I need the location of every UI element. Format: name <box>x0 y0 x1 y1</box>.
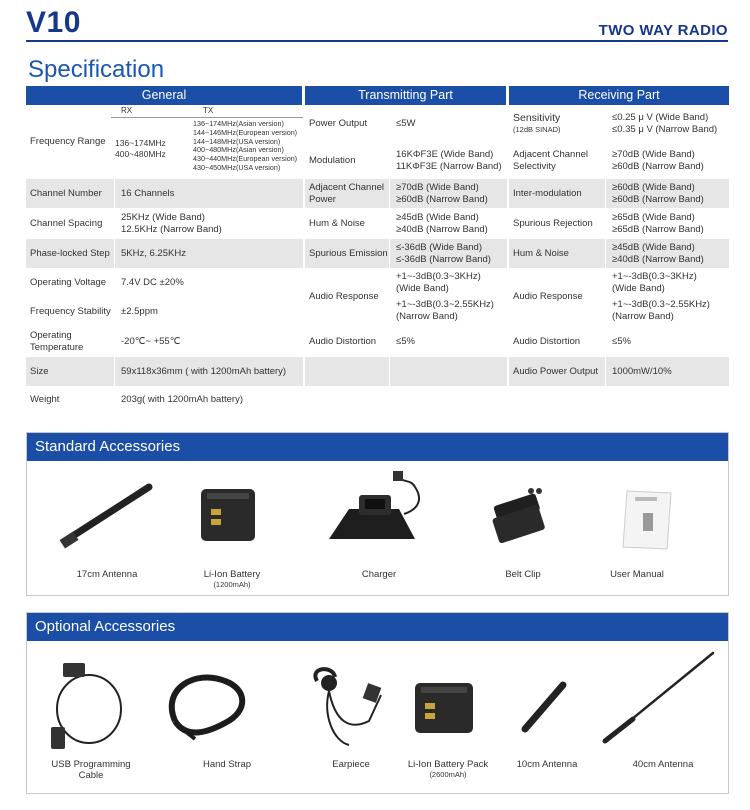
tx-empty-row-2 <box>305 386 507 414</box>
accessory-belt-clip: Belt Clip <box>505 569 541 580</box>
tx-heading: TX <box>203 106 214 115</box>
rx-audio-response-row: Audio Response +1~-3dB(0.3~3KHz) (Wide Band) +1~-3dB(0.3~2.55KHz) (Narrow Band) <box>509 268 729 326</box>
earpiece-image <box>299 661 399 751</box>
optional-accessories-heading: Optional Accessories <box>27 613 728 641</box>
phase-locked-step-row: Phase-locked Step 5KHz, 6.25KHz <box>26 239 303 268</box>
antenna-10cm-image <box>515 677 575 737</box>
charger-image <box>319 469 439 555</box>
transmitting-column <box>305 86 507 414</box>
tx-values: 136~174MHz(Asian version) 144~146MHz(European version) 144~148MHz(USA version) 400~480MHz(Asian version) 430~440MHz(European version) 430~450MHz(USA version) <box>193 119 298 172</box>
receiving-column <box>509 86 729 414</box>
general-heading: General <box>26 86 303 105</box>
rx-audio-power-output-row: Audio Power Output 1000mW/10% <box>509 357 729 386</box>
model-title: V10 <box>26 6 81 39</box>
battery-1200-image <box>193 483 263 547</box>
antenna-40cm-image <box>599 649 719 749</box>
tx-spurious-emission-row: Spurious Emission ≤-36dB (Wide Band) ≤-36dB (Narrow Band) <box>305 239 507 268</box>
accessory-li-ion-battery: Li-Ion Battery (1200mAh) <box>203 569 261 589</box>
tx-hum-noise-row: Hum & Noise ≥45dB (Wide Band) ≥40dB (Narrow Band) <box>305 208 507 239</box>
header-rule <box>26 40 728 42</box>
tx-empty-row-1 <box>305 357 507 386</box>
accessory-40cm-antenna: 40cm Antenna <box>632 759 694 770</box>
usb-cable-image <box>41 653 137 753</box>
channel-spacing-row: Channel Spacing 25KHz (Wide Band) 12.5KHz (Narrow Band) <box>26 208 303 239</box>
rx-sensitivity-row: Sensitivity (12dB SINAD) ≤0.25 μ V (Wide Band) ≤0.35 μ V (Narrow Band) <box>509 105 729 142</box>
tx-power-output-row: Power Output ≤5W <box>305 105 507 142</box>
user-manual-image <box>615 485 679 555</box>
tx-audio-response-row: Audio Response +1~-3dB(0.3~3KHz) (Wide Band) +1~-3dB(0.3~2.55KHz) (Narrow Band) <box>305 268 507 326</box>
rx-values: 136~174MHz 400~480MHz <box>115 138 166 159</box>
receiving-heading: Receiving Part <box>509 86 729 105</box>
transmitting-heading: Transmitting Part <box>305 86 507 105</box>
frequency-range-row <box>26 105 303 179</box>
rx-empty-row <box>509 386 729 414</box>
accessory-li-ion-battery-pack: Li-Ion Battery Pack (2600mAh) <box>407 759 489 779</box>
rx-spurious-rejection-row: Spurious Rejection ≥65dB (Wide Band) ≥65dB (Narrow Band) <box>509 208 729 239</box>
hand-strap-image <box>155 661 255 747</box>
antenna-17cm-image <box>57 479 157 549</box>
belt-clip-image <box>483 485 563 549</box>
rx-intermodulation-row: Inter-modulation ≥60dB (Wide Band) ≥60dB (Narrow Band) <box>509 179 729 208</box>
accessory-user-manual: User Manual <box>610 569 664 580</box>
section-title: Specification <box>28 56 165 83</box>
tx-modulation-row: Modulation 16KΦF3E (Wide Band) 11KΦF3E (Narrow Band) <box>305 142 507 179</box>
accessory-17cm-antenna: 17cm Antenna <box>76 569 138 580</box>
standard-accessories-heading: Standard Accessories <box>27 433 728 461</box>
weight-row: Weight 203g( with 1200mAh battery) <box>26 386 303 414</box>
product-category: TWO WAY RADIO <box>598 22 728 39</box>
general-column <box>26 86 303 414</box>
tx-adjacent-channel-power-row: Adjacent Channel Power ≥70dB (Wide Band) ≥60dB (Narrow Band) <box>305 179 507 208</box>
rx-adjacent-selectivity-row: Adjacent Channel Selectivity ≥70dB (Wide Band) ≥60dB (Narrow Band) <box>509 142 729 179</box>
rx-hum-noise-row: Hum & Noise ≥45dB (Wide Band) ≥40dB (Narrow Band) <box>509 239 729 268</box>
battery-2600-image <box>407 675 483 739</box>
accessory-charger: Charger <box>361 569 397 580</box>
frequency-stability-row: Frequency Stability ±2.5ppm <box>26 297 303 326</box>
rx-heading: RX <box>121 106 133 115</box>
channel-number-row: Channel Number 16 Channels <box>26 179 303 208</box>
frequency-range-label: Frequency Range <box>30 136 106 148</box>
tx-audio-distortion-row: Audio Distortion ≤5% <box>305 326 507 357</box>
optional-accessories-panel <box>26 612 729 794</box>
spec-table <box>26 86 729 414</box>
accessory-usb-programming-cable: USB Programming Cable <box>51 759 131 781</box>
standard-accessories-panel <box>26 432 729 596</box>
operating-voltage-row: Operating Voltage 7.4V DC ±20% <box>26 268 303 297</box>
accessory-10cm-antenna: 10cm Antenna <box>516 759 578 770</box>
rx-audio-distortion-row: Audio Distortion ≤5% <box>509 326 729 357</box>
size-row: Size 59x118x36mm ( with 1200mAh battery) <box>26 357 303 386</box>
accessory-hand-strap: Hand Strap <box>202 759 252 770</box>
operating-temperature-row: Operating Temperature -20℃~ +55℃ <box>26 326 303 357</box>
accessory-earpiece: Earpiece <box>332 759 370 770</box>
